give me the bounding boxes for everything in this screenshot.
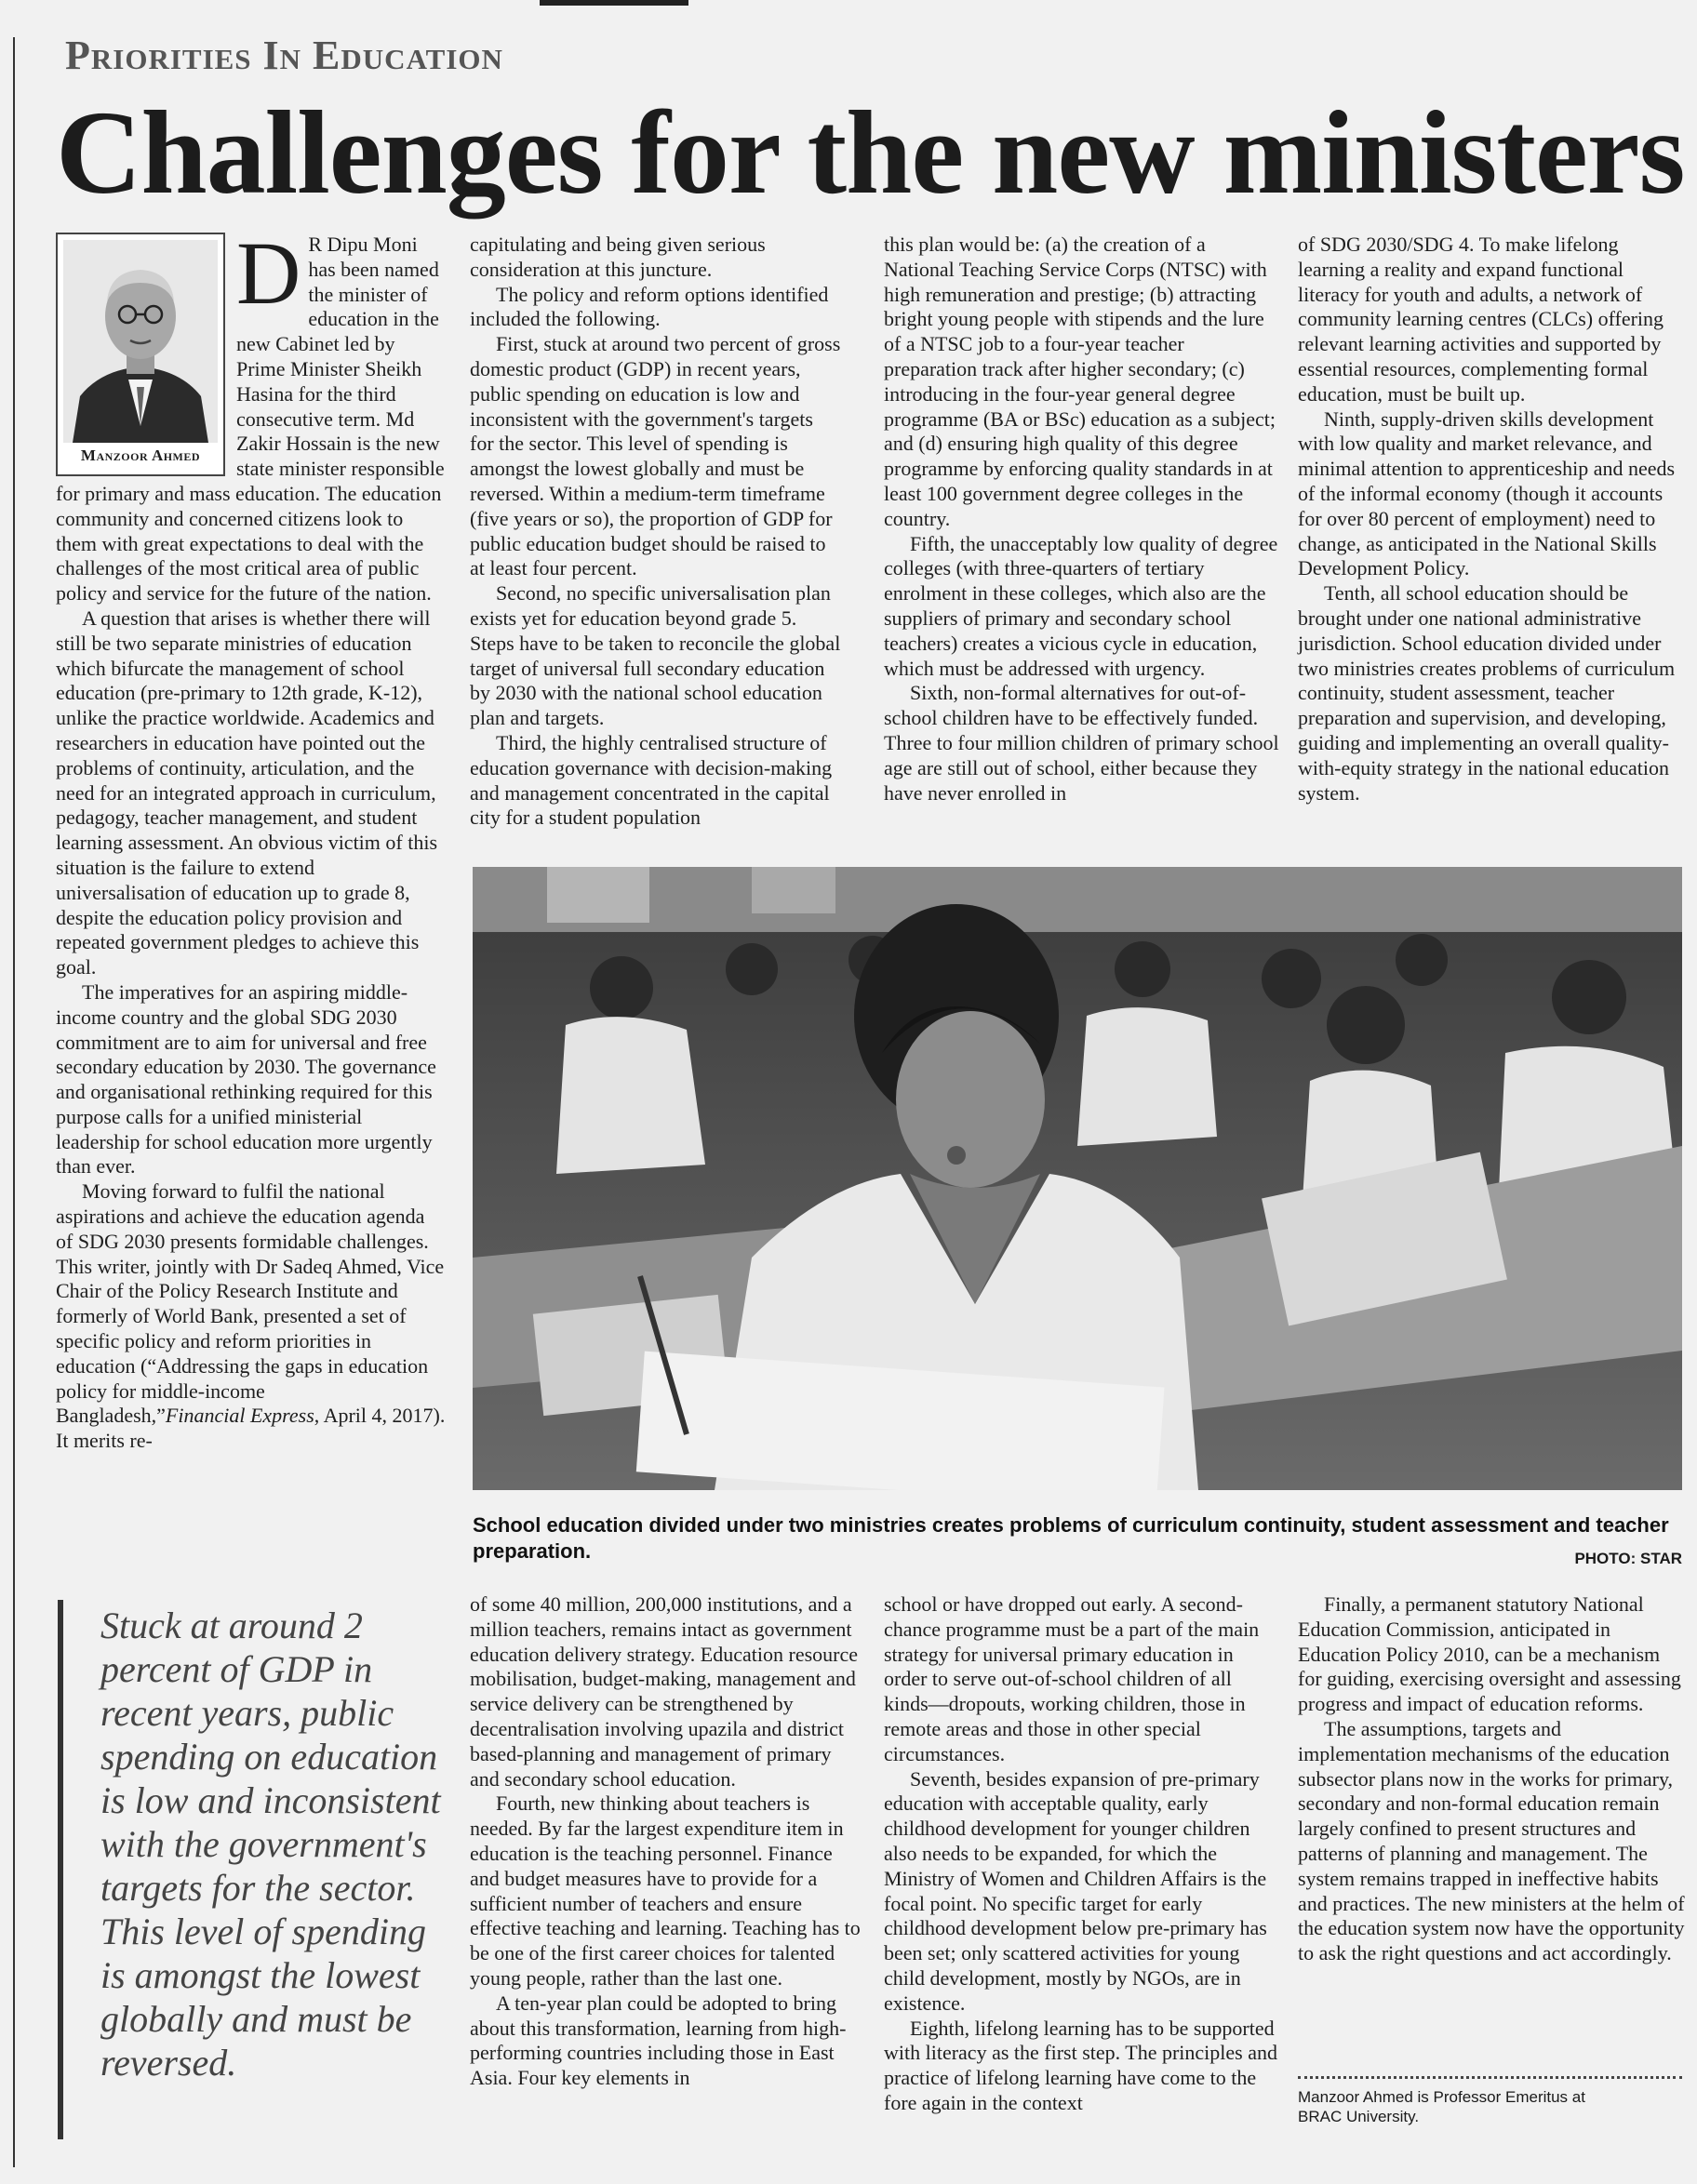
paragraph: The assumptions, targets and implementation mechanisms of the education subsector plans now in the works for primary, secondary and non-formal education remain largely confined to present structures and patterns of planning and management. The system remains trapped in ineffective habits and practices. The new ministers at the helm of the education system now have the opportunity to ask the right questions and act accordingly. — [1298, 1716, 1685, 1965]
bio-separator — [1298, 2076, 1682, 2079]
paragraph: R Dipu Moni has been named the minister of education in the new Cabinet led by Prime Minister Sheikh Hasina for the third consecutive term. Md Zakir Hossain is the new state minister responsible for primary and mass education. The education community and concerned citizens look to them with great expectations to deal with the challenges of the most critical area of public policy and service for the future of the nation. — [56, 233, 445, 606]
paragraph: Ninth, supply-driven skills development with low quality and market relevance, and minimal attention to apprenticeship and needs of the informal economy (though it accounts for over 80 percent of employment) need to change, as anticipated in the National Skills Development Policy. — [1298, 406, 1676, 580]
section-banner-edge — [540, 0, 688, 6]
column-4 — [1298, 233, 1689, 806]
paragraph: Tenth, all school education should be brought under one national administrative jurisdiction. School education divided under two ministries creates problems of curriculum continuity, student assessment, teacher preparation and supervision, and developing, guiding and implementing an overall quality-with-equity strategy in the national education system. — [1298, 581, 1676, 805]
paragraph: A ten-year plan could be adopted to bring about this transformation, learning from high-performing countries including those in East Asia. Four key elements in — [470, 1991, 847, 2090]
paragraph: A question that arises is whether there will still be two separate ministries of education which bifurcate the management of school education (pre-primary to 12th grade, K-12), unlike the practice worldwide. Academics and researchers in education have pointed out the problems of continuity, articulation, and the need for an integrated approach in curriculum, pedagogy, teacher management, and student learning assessment. An obvious victim of this situation is the failure to extend universalisation of education up to grade 8, despite the education policy provision and repeated government pledges to achieve this goal. — [56, 606, 438, 979]
paragraph — [56, 1179, 447, 1454]
column-2-lower — [470, 1592, 861, 2091]
paragraph: Finally, a permanent statutory National Education Commission, anticipated in Education Policy 2010, can be a mechanism for guiding, exercising oversight and assessing progress and impact of education reforms. — [1298, 1592, 1681, 1716]
text-run: Moving forward to fulfil the national aspirations and achieve the education agenda of SDG 2030 presents formidable challenges. This writer, jointly with Dr Sadeq Ahmed, Vice Chair of the Policy Research Institute and formerly of World Bank, presented a set of specific policy and reform priorities in education (“Addressing the gaps in education policy for middle-income Bangladesh,” — [56, 1179, 445, 1428]
paragraph: capitulating and being given serious consideration at this juncture. — [470, 233, 766, 281]
page-rule — [13, 37, 15, 2167]
classroom-illustration — [473, 867, 1682, 1490]
paragraph: Second, no specific universalisation plan exists yet for education beyond grade 5. Steps have to be taken to reconcile the global target of universal full secondary education by 2030 with the national school education plan and targets. — [470, 581, 841, 730]
publication-title: Financial Express — [165, 1404, 314, 1428]
paragraph: of SDG 2030/SDG 4. To make lifelong learning a reality and expand functional literacy for youth and adults, a network of community learning centres (CLCs) offering relevant learning activities and supported by essential resources, complementing formal education, must be built up. — [1298, 233, 1664, 406]
paragraph: The policy and reform options identified included the following. — [470, 282, 829, 331]
paragraph: Fourth, new thinking about teachers is needed. By far the largest expenditure item in education is the teaching personnel. Finance and budget measures have to provide for a sufficient number of teachers and ensure effective teaching and learning. Teaching has to be one of the first career choices for talented young people, rather than the last one. — [470, 1791, 861, 1990]
drop-cap: D — [236, 223, 301, 323]
pullquote: Stuck at around 2 percent of GDP in recent years, public spending on education is low and inconsistent with the government's targets for the sector. This level of spending is amongst the lowest globally and must be reversed. — [100, 1605, 441, 2084]
author-bio: Manzoor Ahmed is Professor Emeritus at BRAC University. — [1298, 2088, 1585, 2125]
column-2 — [470, 233, 842, 831]
paragraph: school or have dropped out early. A second-chance programme must be a part of the main strategy for universal primary education in order to serve out-of-school children of all kinds—dropouts, working children, those in remote areas and those in other special circumstances. — [884, 1592, 1260, 1765]
column-3 — [884, 233, 1279, 806]
paragraph: this plan would be: (a) the creation of a National Teaching Service Corps (NTSC) with high remuneration and prestige; (b) attracting bright young people with stipends and the lure of a NTSC job to a four-year teacher preparation track after higher secondary; (c) introducing in the four-year general degree programme (BA or BSc) education as a subject; and (d) ensuring high quality of this degree programme by enforcing quality standards in at least 100 government degree colleges in the country. — [884, 233, 1276, 530]
column-4-lower — [1298, 1592, 1689, 1966]
paragraph: of some 40 million, 200,000 institutions, and a million teachers, remains intact as government education delivery strategy. Education resource mobilisation, budget-making, management and service delivery can be strengthened by decentralisation involving upazila and district based-planning and management of primary and secondary school education. — [470, 1592, 859, 1791]
paragraph: First, stuck at around two percent of gross domestic product (GDP) in recent years, public spending on education is low and inconsistent with the government's targets for the sector. This level of spending is amongst the lowest globally and must be reversed. Within a medium-term timeframe (five years or so), the proportion of GDP for public education budget should be raised to at least four percent. — [470, 332, 841, 580]
paragraph: Seventh, besides expansion of pre-primary education with acceptable quality, early childhood development for younger children also needs to be expanded, for which the Ministry of Women and Children Affairs is the focal point. No specific target for early childhood development below pre-primary has been set; only scattered activities for young child development, mostly by NGOs, are in existence. — [884, 1766, 1267, 2015]
paragraph: Eighth, lifelong learning has to be supported with literacy as the first step. The principles and practice of lifelong learning have come to the fore again in the context — [884, 2016, 1277, 2114]
photo-caption: School education divided under two ministries creates problems of curriculum continuity, student assessment and teacher preparation. — [473, 1513, 1669, 1563]
photo-credit-label: PHOTO: — [1574, 1550, 1637, 1567]
column-3-lower — [884, 1592, 1279, 2116]
author-box — [56, 233, 225, 476]
kicker: Priorities In Education — [65, 33, 503, 78]
paragraph: Sixth, non-formal alternatives for out-of-school children have to be effectively funded. Three to four million children of primary school age are still out of school, either because they have never enrolled in — [884, 681, 1279, 805]
column-1 — [56, 223, 447, 1454]
headline: Challenges for the new ministers — [56, 87, 1685, 219]
photo-credit-source: STAR — [1639, 1550, 1682, 1567]
author-name: Manzoor Ahmed — [80, 446, 201, 465]
paragraph: Fifth, the unacceptably low quality of degree colleges (with three-quarters of tertiary enrolment in these colleges, which also are the suppliers of primary and secondary school teachers) creates a vicious cycle in education, which must be addressed with urgency. — [884, 531, 1278, 680]
classroom-photo — [473, 867, 1682, 1490]
paragraph: The imperatives for an aspiring middle-income country and the global SDG 2030 commitment are to aim for universal and free secondary education by 2030. The governance and organisational rethinking required for this purpose calls for a unified ministerial leadership for school education more urgently than ever. — [56, 979, 436, 1179]
text-run: , April 4, 2017). It merits re- — [56, 1404, 446, 1453]
pullquote-bar — [58, 1600, 63, 2139]
paragraph: Third, the highly centralised structure of education governance with decision-making and management concentrated in the capital city for a student population — [470, 730, 833, 830]
photo-credit — [1489, 1550, 1682, 1568]
author-photo — [63, 240, 218, 443]
